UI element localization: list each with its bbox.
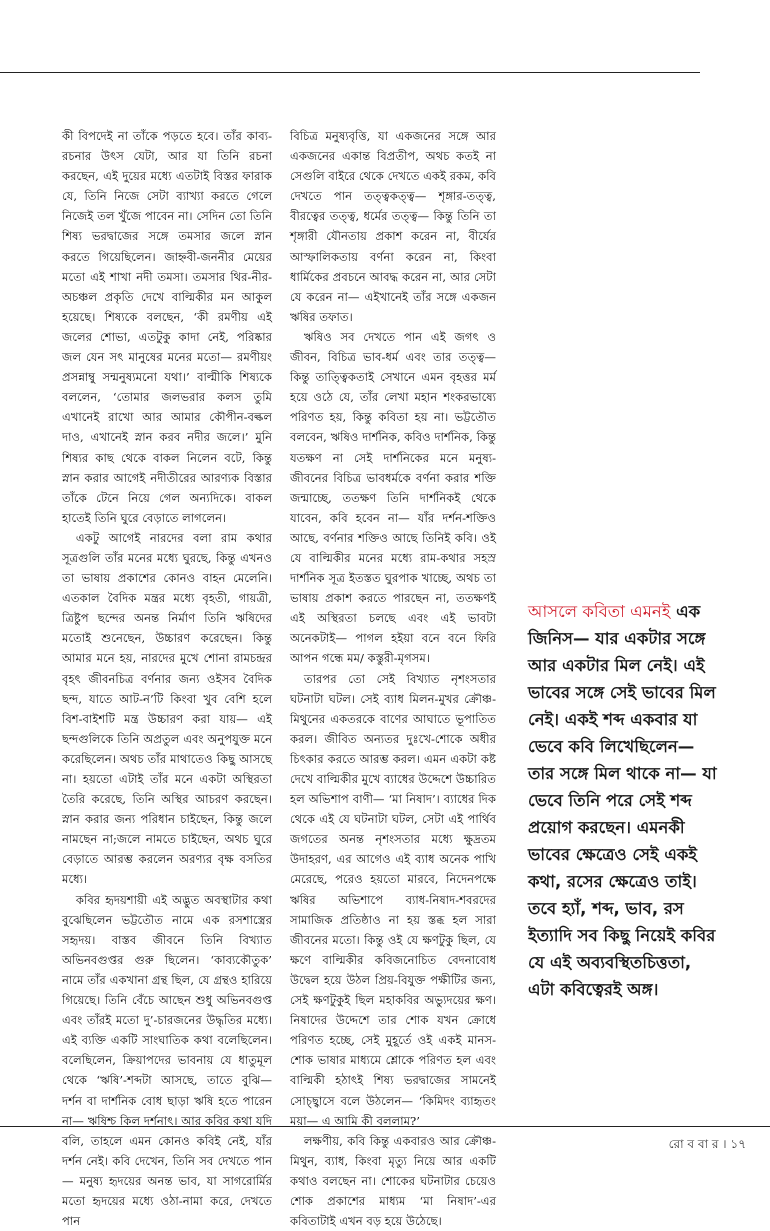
- pull-quote-lead: আসলে কবিতা এমনই: [528, 602, 671, 621]
- pull-quote: [528, 598, 718, 1003]
- paragraph: তারপর তো সেই বিখ্যাত নৃশংসতার ঘটনাটা ঘটল। সেই ব্যাধ মিলন-মুখর ক্রৌঞ্চ-মিথুনের একতরকে বাণের আঘাতে ভূপাতিত করল। জীবিত অন্যতর দুঃখে-শোকে অধীর চিৎকার করতে আরম্ভ করল। এমন একটা কষ্ট দেখে বাল্মিকীর মুখে ব্যাধের উদ্দেশে উচ্চারিত হল অভিশাপ বাণী— ‘মা নিষাদ’। ব্যাধের দিক থেকে এই যে ঘটনাটা ঘটল, সেটা এই পার্থিব জগতের অনন্ত নৃশংসতার মধ্যে ক্ষুদ্রতম উদাহরণ, এর আগেও এই ব্যাধ অনেক পাখি মেরেছে, পরেও হয়তো মারবে, নিদেনপক্ষে ঋষির অভিশাপে ব্যাধ-নিষাদ-শবরদের সামাজিক প্রতিষ্ঠাও না হয় স্তব্ধ হল সারা জীবনের মতো। কিন্তু ওই যে ক্ষণটুকু ছিল, যে ক্ষণে বাল্মিকীর কবিজনোচিত বেদনাবোধ উদ্বেল হয়ে উঠল প্রিয়-বিযুক্ত পক্ষীটির জন্য, সেই ক্ষণটুকুই ছিল মহাকবির অভ্যুদয়ের ক্ষণ। নিষাদের উদ্দেশে তার শোক যখন ক্রোধে পরিণত হচ্ছে, সেই মুহূর্তে ওই একই মানস-শোক ভাষার মাধ্যমে শ্লোকে পরিণত হল এবং বাল্মিকী হঠাৎই শিষ্য ভরদ্বাজের সামনেই সোচ্ছ্বাসে বলে উঠলেন— ‘কিমিদং ব্যাহৃতং ময়া— এ আমি কী বললাম?’: [290, 671, 496, 1128]
- article-column-left: [62, 126, 272, 1229]
- paragraph: ঋষিও সব দেখতে পান এই জগৎ ও জীবন, বিচিত্র ভাব-ধর্ম এবং তার তত্ত্ব— কিন্তু তাত্ত্বিকতাই সেখানে এমন বৃহত্তর মর্ম হয়ে ওঠে যে, তাঁর লেখা মহান শংকরভাষ্যে পরিণত হয়, কিন্তু কবিতা হয় না। ভট্টতৌত বলবেন, ঋষিও দার্শনিক, কবিও দার্শনিক, কিন্তু যতক্ষণ না সেই দার্শনিকের মনে মনুষ্য-জীবনের বিচিত্র ভাবধর্মকে বর্ণনা করার শক্তি জন্মাচ্ছে, ততক্ষণ তিনি দার্শনিকই থেকে যাবেন, কবি হবেন না— যাঁর দর্শন-শক্তিও আছে, বর্ণনার শক্তিও আছে তিনিই কবি। ওই যে বাল্মিকীর মনের মধ্যে রাম-কথার সহস্র দার্শনিক সূত্র ইতস্তত ঘুরপাক খাচ্ছে, অথচ তা ভাষায় প্রকাশ করতে পারছেন না, ততক্ষণই এই অস্থিরতা চলছে এবং এই ভাবটা অনেকটাই— পাগল হইয়া বনে বনে ফিরি আপন গন্ধে মম/ কস্তুরী-মৃগসম।: [290, 329, 496, 666]
- top-rule: [0, 72, 700, 73]
- paragraph: বিচিত্র মনুষ্যবৃত্তি, যা একজনের সঙ্গে আর একজনের একান্ত বিপ্রতীপ, অথচ কতই না সেগুলি বাইরে থেকে দেখতে একই রকম, কবি দেখতে পান তত্ত্বকত্ত্ব— শৃঙ্গার-তত্ত্ব, বীরত্বের তত্ত্ব, ধর্মের তত্ত্ব— কিন্তু তিনি তা শৃঙ্গারী যৌনতায় প্রকাশ করেন না, বীর্যের আস্ফালিকতায় বর্ণনা করেন না, কিংবা ধার্মিকের প্রবচনে আবদ্ধ করেন না, আর সেটা যে করেন না— এইখানেই তাঁর সঙ্গে একজন ঋষির তফাত।: [290, 129, 496, 324]
- paragraph: কী বিপদেই না তাঁকে পড়তে হবে। তাঁর কাব্য-রচনার উৎস যেটা, আর যা তিনি রচনা করছেন, এই দুয়ের মধ্যে এতটাই বিস্তর ফারাক যে, তিনি নিজে সেটা ব্যাখ্যা করতে গেলে নিজেই তল খুঁজে পাবেন না। সেদিন তো তিনি শিষ্য ভরদ্বাজের সঙ্গে তমসার জলে স্নান করতে গিয়েছিলেন। জাহ্নবী-জননীর মেয়ের মতো এই শাখা নদী তমসা। তমসার থির-নীর-অচঞ্চল প্রকৃতি দেখে বাল্মিকীর মন আকুল হয়েছে। শিষ্যকে বলছেন, ‘কী রমণীয় এই জলের শোভা, এতটুকু কাদা নেই, পরিষ্কার জল যেন সৎ মানুষের মনের মতো— রমণীয়ং প্রসন্নাম্বু সন্মনুষ্যমনো যথা।’ বাল্মীকি শিষ্যকে বললেন, ‘তোমার জলভরার কলস তুমি এখানেই রাখো আর আমার কৌপীন-বল্কল দাও, এখানেই স্নান করব নদীর জলে।’ মুনি শিষ্যর কাছ থেকে বাকল নিলেন বটে, কিন্তু স্নান করার আগেই নদীতীরের আরণ্যক বিস্তার তাঁকে টেনে নিয়ে গেল অন্যদিকে। বাকল হাতেই তিনি ঘুরে বেড়াতে লাগলেন।: [62, 129, 272, 525]
- page-folio: রো ব বা র । ১৭: [668, 1137, 746, 1151]
- paragraph: কবির হৃদয়শায়ী এই অদ্ভুত অবস্থাটার কথা বুঝেছিলেন ভট্টতৌত নামে এক রসশাস্ত্রের সহৃদয়। বাস্তব জীবনে তিনি বিখ্যাত অভিনবগুপ্তর গুরু ছিলেন। ‘কাব্যকৌতুক’ নামে তাঁর একখানা গ্রন্থ ছিল, যে গ্রন্থও হারিয়ে গিয়েছে। তিনি বেঁচে আছেন শুধু অভিনবগুপ্ত এবং তাঁরই মতো দু’-চারজনের উদ্ধৃতির মধ্যে। এই ব্যক্তি একটি সাংঘাতিক কথা বলেছিলেন। বলেছিলেন, ক্রিয়াপদের ভাবনায় যে ধাতুমূল থেকে ‘ঋষি’-শব্দটা আসছে, তাতে বুঝি— দর্শন বা দার্শনিক বোধ ছাড়া ঋষি হতে পারেন না— ঋষিশ্চ কিল দর্শনাৎ। আর কবির কথা যদি বলি, তাহলে এমন কোনও কবিই নেই, যাঁর দর্শন নেই। কবি দেখেন, তিনি সব দেখতে পান— মনুষ্য হৃদয়ের অনন্ত ভাব, যা সাগরোর্মির মতো হৃদয়ের মধ্যে ওঠা-নামা করে, দেখতে পান: [62, 892, 272, 1229]
- paragraph: একটু আগেই নারদের বলা রাম কথার সূত্রগুলি তাঁর মনের মধ্যে ঘুরছে, কিন্তু এখনও তা ভাষায় প্রকাশের কোনও বাহন মেলেনি। এতকাল বৈদিক মন্ত্রর মধ্যে বৃহতী, গায়ত্রী, ত্রিষ্টুপ ছন্দের অনন্ত নির্মাণ তিনি ঋষিদের মতোই শুনেছেন, উচ্চারণ করেছেন। কিন্তু আমার মনে হয়, নারদের মুখে শোনা রামচন্দ্রর বৃহৎ জীবনচিত্র বর্ণনার জন্য ওইসব বৈদিক ছন্দ, যাতে আট-ন’টি কিংবা খুব বেশি হলে বিশ-বাইশটি মন্ত্র উচ্চারণ করা যায়— এই ছন্দগুলিকে তিনি অপ্রতুল এবং অনুপযুক্ত মনে করেছিলেন। অথচ তাঁর মাথাতেও কিছু আসছে না। হয়তো এটাই তাঁর মনে একটা অস্থিরতা তৈরি করেছে, তিনি অস্থির আচরণ করছেন। স্নান করার জন্য পরিধান চাইছেন, কিন্তু জলে নামছেন না;জলে নামতে চাইছেন, অথচ ঘুরে বেড়াতে আরম্ভ করলেন অরণ্যর বৃক্ষ বসতির মধ্যে।: [62, 530, 272, 887]
- article-column-middle: [290, 126, 496, 1229]
- bottom-rule: [0, 1126, 770, 1127]
- pull-quote-body: এক জিনিস— যার একটার সঙ্গে আর একটার মিল নেই। এই ভাবের সঙ্গে সেই ভাবের মিল নেই। একই শব্দ একবার যা ভেবে কবি লিখেছিলেন— তার সঙ্গে মিল থাকে না— যা ভেবে তিনি পরে সেই শব্দ প্রয়োগ করছেন। এমনকী ভাবের ক্ষেত্রেও সেই একই কথা, রসের ক্ষেত্রেও তাই। তবে হ্যাঁ, শব্দ, ভাব, রস ইত্যাদি সব কিছু নিয়েই কবির যে এই অব্যবস্থিতচিত্ততা, এটা কবিত্বেরই অঙ্গ।: [528, 602, 717, 999]
- paragraph: লক্ষণীয়, কবি কিন্তু একবারও আর ক্রৌঞ্চ-মিথুন, ব্যাধ, কিংবা মৃত্যু নিয়ে আর একটি কথাও বলছেন না। শোকের ঘটনাটার চেয়েও শোক প্রকাশের মাধ্যম ‘মা নিষাদ’-এর কবিতাটাই এখন বড় হয়ে উঠেছে।: [290, 1133, 496, 1229]
